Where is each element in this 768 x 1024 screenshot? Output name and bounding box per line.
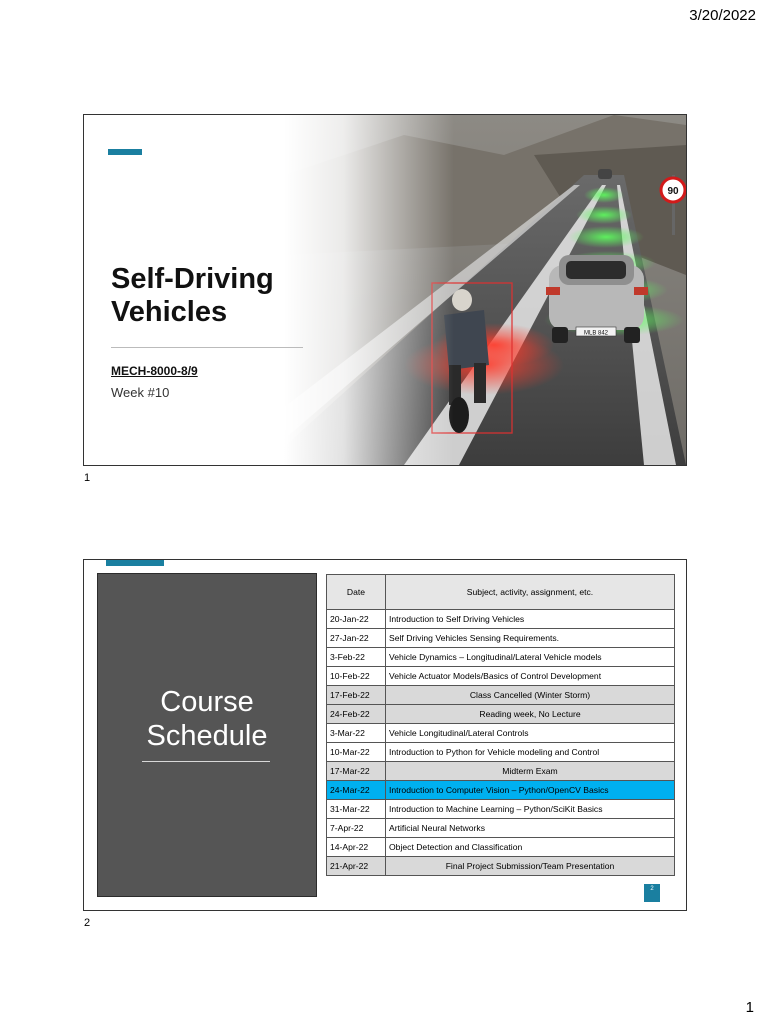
row-date: 24-Mar-22 <box>327 781 386 800</box>
row-date: 24-Feb-22 <box>327 705 386 724</box>
table-row-final <box>327 857 675 876</box>
table-row-current <box>327 781 675 800</box>
row-subject: Artificial Neural Networks <box>386 819 675 838</box>
table-row-break <box>327 705 675 724</box>
title-line-2: Schedule <box>146 720 268 752</box>
slide-1-number: 1 <box>84 472 91 484</box>
accent-bar <box>108 149 142 155</box>
accent-bar <box>106 560 164 566</box>
table-row <box>327 743 675 762</box>
table-row <box>327 724 675 743</box>
title-line-1: Self-Driving <box>111 263 274 295</box>
row-subject: Introduction to Machine Learning – Python/SciKit Basics <box>386 800 675 819</box>
row-subject: Final Project Submission/Team Presentation <box>386 857 675 876</box>
row-subject: Introduction to Self Driving Vehicles <box>386 610 675 629</box>
table-row <box>327 629 675 648</box>
page-number: 1 <box>745 999 754 1016</box>
slide-title <box>111 263 311 329</box>
row-subject: Vehicle Longitudinal/Lateral Controls <box>386 724 675 743</box>
title-line-1: Course <box>160 686 254 718</box>
table-row <box>327 800 675 819</box>
row-date: 14-Apr-22 <box>327 838 386 857</box>
row-subject: Reading week, No Lecture <box>386 705 675 724</box>
row-subject: Vehicle Dynamics – Longitudinal/Lateral Vehicle models <box>386 648 675 667</box>
row-subject: Self Driving Vehicles Sensing Requirements. <box>386 629 675 648</box>
row-date: 20-Jan-22 <box>327 610 386 629</box>
page-date: 3/20/2022 <box>689 7 756 24</box>
row-subject: Vehicle Actuator Models/Basics of Control Development <box>386 667 675 686</box>
table-row <box>327 819 675 838</box>
row-date: 27-Jan-22 <box>327 629 386 648</box>
row-subject: Introduction to Python for Vehicle modeling and Control <box>386 743 675 762</box>
table-header-row <box>327 575 675 610</box>
row-date: 7-Apr-22 <box>327 819 386 838</box>
row-date: 31-Mar-22 <box>327 800 386 819</box>
row-date: 21-Apr-22 <box>327 857 386 876</box>
row-subject: Midterm Exam <box>386 762 675 781</box>
row-date: 17-Feb-22 <box>327 686 386 705</box>
table-row-midterm <box>327 762 675 781</box>
table-row-cancelled <box>327 686 675 705</box>
car-shape <box>546 255 648 343</box>
slide-title <box>98 685 316 753</box>
course-code: MECH-8000-8/9 <box>111 364 198 378</box>
row-date: 3-Feb-22 <box>327 648 386 667</box>
svg-text:MLB 842: MLB 842 <box>583 330 609 337</box>
svg-text:90: 90 <box>667 186 679 197</box>
header-date: Date <box>327 575 386 610</box>
week-label: Week #10 <box>111 385 170 400</box>
title-panel <box>97 573 317 897</box>
row-date: 10-Mar-22 <box>327 743 386 762</box>
table-row <box>327 648 675 667</box>
table-row <box>327 667 675 686</box>
table-row <box>327 610 675 629</box>
title-line-2: Vehicles <box>111 296 228 328</box>
title-divider <box>142 761 270 762</box>
slide-2-schedule <box>83 559 687 911</box>
header-subject: Subject, activity, assignment, etc. <box>386 575 675 610</box>
slide-corner-number: 2 <box>644 884 660 902</box>
schedule-table <box>326 574 675 876</box>
row-date: 10-Feb-22 <box>327 667 386 686</box>
slide-2-number: 2 <box>84 917 91 929</box>
row-subject: Class Cancelled (Winter Storm) <box>386 686 675 705</box>
row-subject: Object Detection and Classification <box>386 838 675 857</box>
row-date: 17-Mar-22 <box>327 762 386 781</box>
row-subject: Introduction to Computer Vision – Python/OpenCV Basics <box>386 781 675 800</box>
slide-1-title <box>83 114 687 466</box>
row-date: 3-Mar-22 <box>327 724 386 743</box>
table-row <box>327 838 675 857</box>
title-divider <box>111 347 303 348</box>
